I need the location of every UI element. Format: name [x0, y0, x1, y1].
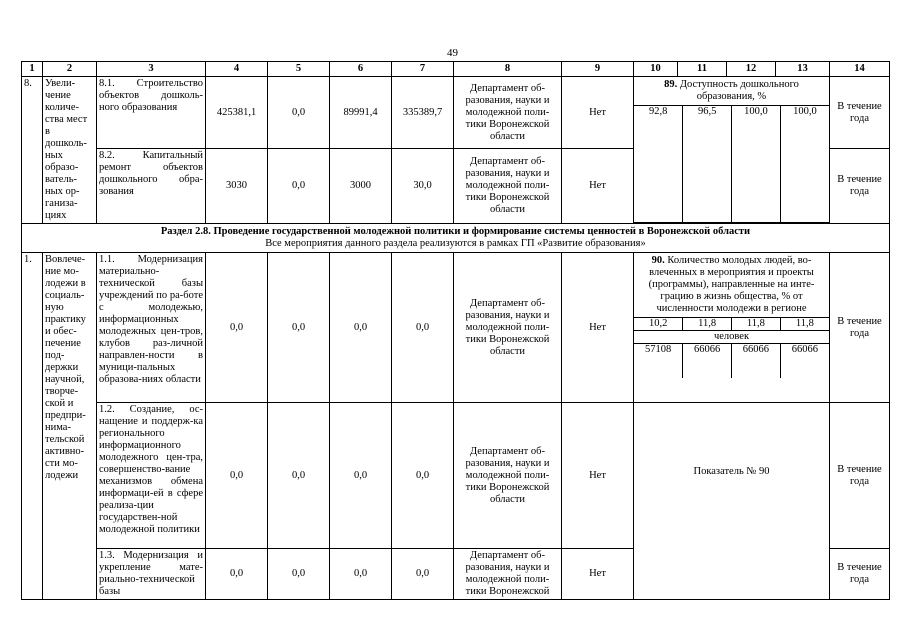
- executor-cell: Департамент об-разования, науки и молодежной поли-тики Воронежской области: [454, 77, 562, 149]
- section-header: [22, 224, 890, 253]
- indicator-value: 92,8: [634, 106, 683, 223]
- value-cell: 0,0: [206, 403, 268, 549]
- executor-cell: Департамент об-разования, науки и молодежной поли-тики Воронежской области: [454, 149, 562, 224]
- indicator-value: 57108: [634, 344, 683, 379]
- indicator-block: [634, 253, 830, 403]
- executor-cell: Департамент об-разования, науки и молодежной поли-тики Воронежской: [454, 549, 562, 600]
- goal-cell: Вовлече-ние мо-лодежи в социаль-ную практику и обес-печение под-держки научной, творче-ской и предпри-нима-тельской активно-сти мо-лодежи: [43, 253, 97, 600]
- indicator-block: [634, 77, 830, 224]
- value-cell: 0,0: [330, 253, 392, 403]
- col-header: 3: [97, 62, 206, 77]
- value-cell: 0,0: [268, 403, 330, 549]
- indicator-value: 66066: [780, 344, 829, 379]
- indicator-value: 10,2: [634, 318, 683, 331]
- value-cell: 335389,7: [392, 77, 454, 149]
- value-cell: 0,0: [268, 549, 330, 600]
- activity-cell: 1.3. Модернизация и укрепление мате-риально-технической базы: [97, 549, 206, 600]
- indicator-text: Количество молодых людей, во-влеченных в мероприятия и проекты (программы), направленные на инте-грацию в жизнь общества, % от численности молодежи в регионе: [648, 255, 815, 314]
- col-header: 9: [562, 62, 634, 77]
- indicator-pct-values: [634, 317, 829, 378]
- indicator-values: [634, 105, 829, 223]
- indicator-text: Доступность дошкольного образования, %: [679, 79, 799, 102]
- indicator-title: [634, 253, 829, 317]
- table-row: [22, 403, 890, 549]
- value-cell: 0,0: [206, 549, 268, 600]
- indicator-value: 11,8: [732, 318, 781, 331]
- section-title: Раздел 2.8. Проведение государственной молодежной политики и формирование системы ценностей в Воронежской области: [160, 226, 751, 237]
- indicator-value: 96,5: [683, 106, 732, 223]
- value-cell: 0,0: [392, 253, 454, 403]
- col-header: 6: [330, 62, 392, 77]
- value-cell: 425381,1: [206, 77, 268, 149]
- value-cell: 0,0: [392, 549, 454, 600]
- value-cell: 3030: [206, 149, 268, 224]
- indicator-unit: человек: [634, 331, 829, 344]
- section-subtitle: Все мероприятия данного раздела реализуются в рамках ГП «Развитие образования»: [265, 238, 646, 249]
- indicator-value: 66066: [732, 344, 781, 379]
- indicator-value: 100,0: [780, 106, 829, 223]
- period-cell: В течение года: [830, 77, 890, 149]
- row-number: 8.: [22, 77, 43, 224]
- col-header: 5: [268, 62, 330, 77]
- page-number: 49: [447, 47, 458, 59]
- value-cell: 0,0: [268, 77, 330, 149]
- period-cell: В течение года: [830, 149, 890, 224]
- value-cell: 0,0: [206, 253, 268, 403]
- executor-cell: Департамент об-разования, науки и молодежной поли-тики Воронежской области: [454, 403, 562, 549]
- flag-cell: Нет: [562, 403, 634, 549]
- activity-cell: 8.1. Строительство объектов дошколь-ного образования: [97, 77, 206, 149]
- table-row: [22, 253, 890, 403]
- value-cell: 3000: [330, 149, 392, 224]
- col-header: 10: [634, 62, 678, 77]
- period-cell: В течение года: [830, 253, 890, 403]
- col-header: 11: [678, 62, 727, 77]
- indicator-title: [634, 77, 829, 105]
- indicator-value: 66066: [683, 344, 732, 379]
- section-header-row: [22, 224, 890, 253]
- indicator-number: 89.: [664, 79, 678, 90]
- header-row: [22, 62, 890, 77]
- col-header: 14: [830, 62, 890, 77]
- table-row: [22, 77, 890, 149]
- activity-cell: 1.1. Модернизация материально-технической базы учреждений по ра-боте с молодежью, информационных молодежных цен-тров, клубов раз-личной направлен-ности в муници-пальных образова-ниях области: [97, 253, 206, 403]
- program-table: [21, 61, 890, 600]
- flag-cell: Нет: [562, 77, 634, 149]
- col-header: 4: [206, 62, 268, 77]
- period-cell: В течение года: [830, 549, 890, 600]
- value-cell: 30,0: [392, 149, 454, 224]
- value-cell: 0,0: [268, 149, 330, 224]
- goal-cell: Увели-чение количе-ства мест в дошколь-ных образо-ватель-ных ор-ганиза-циях: [43, 77, 97, 224]
- indicator-value: 11,8: [780, 318, 829, 331]
- col-header: 13: [776, 62, 830, 77]
- col-header: 8: [454, 62, 562, 77]
- flag-cell: Нет: [562, 149, 634, 224]
- period-cell: В течение года: [830, 403, 890, 549]
- indicator-value: 11,8: [683, 318, 732, 331]
- flag-cell: Нет: [562, 549, 634, 600]
- col-header: 12: [727, 62, 776, 77]
- col-header: 7: [392, 62, 454, 77]
- executor-cell: Департамент об-разования, науки и молодежной поли-тики Воронежской области: [454, 253, 562, 403]
- indicator-value: 100,0: [732, 106, 781, 223]
- row-number: 1.: [22, 253, 43, 600]
- value-cell: 89991,4: [330, 77, 392, 149]
- value-cell: 0,0: [330, 549, 392, 600]
- value-cell: 0,0: [330, 403, 392, 549]
- value-cell: 0,0: [392, 403, 454, 549]
- flag-cell: Нет: [562, 253, 634, 403]
- col-header: 1: [22, 62, 43, 77]
- indicator-reference: Показатель № 90: [634, 403, 830, 600]
- activity-cell: 1.2. Создание, ос-нащение и поддерж-ка регионального информационного молодежного цен-тра, совершенство-вание механизмов обмена информаци-ей в сфере реализа-ции государствен-ной молодежной политики: [97, 403, 206, 549]
- value-cell: 0,0: [268, 253, 330, 403]
- activity-cell: 8.2. Капитальный ремонт объектов дошкольного обра-зования: [97, 149, 206, 224]
- col-header: 2: [43, 62, 97, 77]
- indicator-number: 90.: [651, 255, 665, 266]
